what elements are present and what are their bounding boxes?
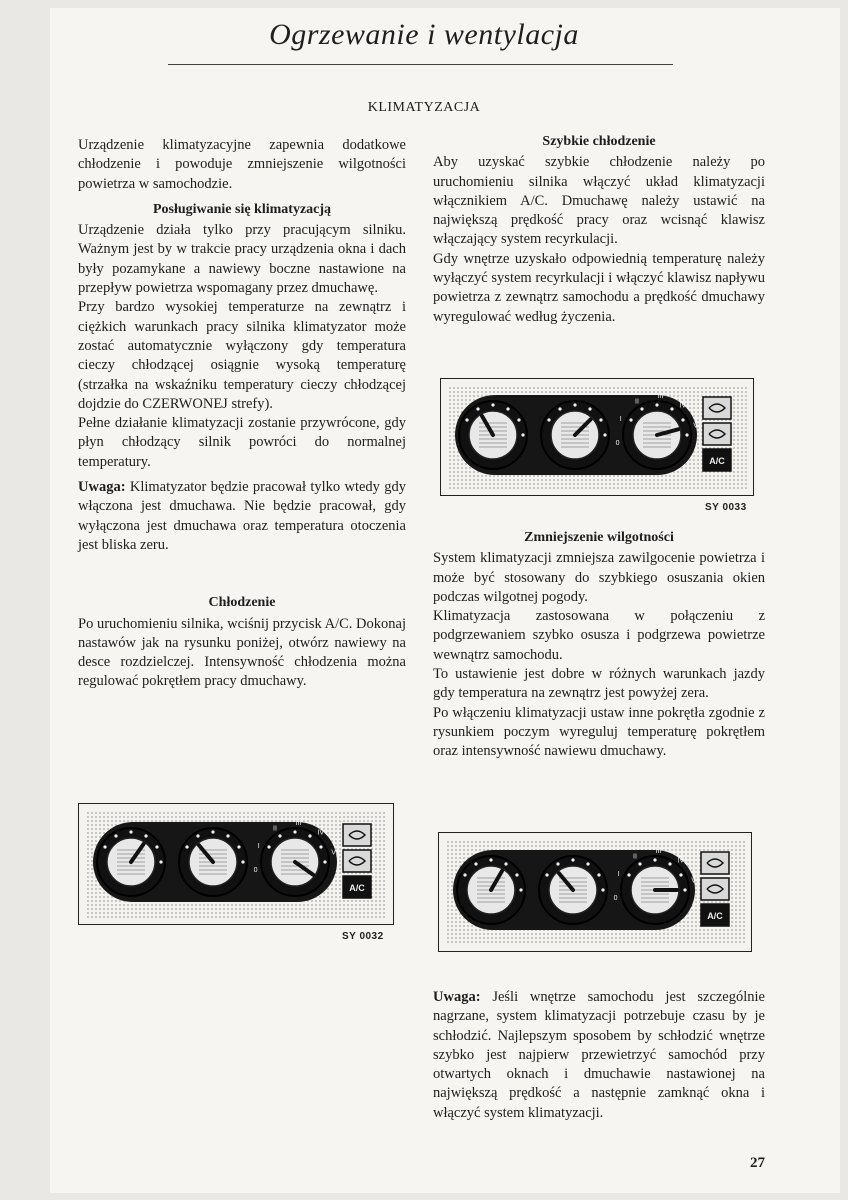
figure-sy0033 bbox=[440, 378, 754, 496]
bezel-mark bbox=[603, 433, 606, 436]
bezel-mark bbox=[558, 407, 561, 410]
ac-label: A/C bbox=[709, 456, 725, 466]
bezel-mark bbox=[519, 888, 522, 891]
dehumidify-heading: Zmniejszenie wilgotności bbox=[524, 530, 674, 545]
recirculation-button bbox=[343, 824, 371, 846]
fan-speed-mark: II bbox=[273, 825, 277, 833]
fast-cool-heading: Szybkie chłodzenie bbox=[542, 134, 656, 149]
bezel-mark bbox=[547, 418, 550, 421]
bezel-mark bbox=[573, 403, 576, 406]
bezel-mark bbox=[653, 858, 656, 861]
fan-speed-mark: I bbox=[617, 871, 620, 879]
bezel-mark bbox=[226, 834, 229, 837]
right-column-middle bbox=[433, 528, 765, 762]
fan-speed-mark: IV bbox=[317, 829, 325, 837]
bezel-mark bbox=[683, 888, 686, 891]
bezel-mark bbox=[571, 858, 574, 861]
bezel-mark bbox=[640, 407, 643, 410]
bezel-mark bbox=[504, 862, 507, 865]
right-note-text: Jeśli wnętrze samochodu jest szczególnie nagrzane, system klimatyzacji potrzebuje czasu by je schłodzić. Najlepszym sposobem by schłodzić wnętrze szybko jest najpierw przewietrzyć samochód przy otwartych oknach i dmuchawie nastawionej na największą prędkość a następnie zamknąć okna i włączyć system klimatyzacji. bbox=[433, 989, 765, 1121]
fan-speed-mark: V bbox=[691, 877, 696, 885]
header-rule bbox=[168, 64, 673, 65]
bezel-mark bbox=[638, 862, 641, 865]
hvac-panel-sy0033 bbox=[441, 379, 753, 495]
right-note-paragraph bbox=[433, 988, 765, 1123]
fan-speed-mark: II bbox=[633, 853, 637, 861]
bezel-mark bbox=[670, 407, 673, 410]
bezel-mark bbox=[668, 862, 671, 865]
bezel-mark bbox=[211, 830, 214, 833]
bezel-mark bbox=[556, 862, 559, 865]
use-paragraph-3: Pełne działanie klimatyzacji zostanie przywrócone, gdy płyn chłodzący silnik powróci do normalnej temperatury. bbox=[78, 415, 406, 470]
use-paragraph-2: Przy bardzo wysokiej temperaturze na zewnątrz i ciężkich warunkach pracy silnika klimatyzator może zostać automatycznie wyłączony gdy temperatura cieczy chłodzącej osiągnie wysoką temperaturę (strzałka na wskaźniku temperatury cieczy chłodzącej dojdzie do CZERWONEJ strefy). bbox=[78, 299, 406, 412]
note-paragraph bbox=[78, 478, 406, 555]
bezel-mark bbox=[627, 873, 630, 876]
ac-label: A/C bbox=[349, 883, 365, 893]
dehumidify-paragraph-2: Klimatyzacja zastosowana w połączeniu z podgrzewaniem szybko osusza i podgrzewa powietrze wewnątrz samochodu. bbox=[433, 608, 765, 663]
bezel-mark bbox=[267, 845, 270, 848]
fan-speed-mark: II bbox=[635, 398, 639, 406]
bezel-mark bbox=[597, 873, 600, 876]
page-title: Ogrzewanie i wentylacja bbox=[269, 18, 579, 51]
fan-speed-mark: III bbox=[655, 848, 662, 856]
hvac-panel-sy0032 bbox=[79, 804, 393, 924]
bezel-mark bbox=[506, 407, 509, 410]
fan-speed-mark: V bbox=[693, 422, 698, 430]
page-number: 27 bbox=[750, 1155, 765, 1171]
fan-speed-mark: IV bbox=[677, 857, 685, 865]
fan-speed-mark: V bbox=[331, 849, 336, 857]
figure-sy0032 bbox=[78, 803, 394, 925]
fast-cool-paragraph-2: Gdy wnętrze uzyskało odpowiednią temperaturę należy wyłączyć system recyrkulacji i włączyć klawisz napływu powietrza z zewnątrz samochodu a prędkość dmuchawy wyregulować według życzenia. bbox=[433, 250, 765, 325]
fresh-air-button bbox=[703, 423, 731, 445]
dehumidify-paragraph-1: System klimatyzacji zmniejsza zawilgocenie powietrza i może być stosowany do szybkiego osuszania okien podczas wilgotnej pogody. bbox=[433, 550, 765, 605]
use-heading: Posługiwanie się klimatyzacją bbox=[152, 201, 332, 217]
bezel-mark bbox=[278, 834, 281, 837]
note-text: Klimatyzator będzie pracował tylko wtedy gdy włączona jest dmuchawa. Nie będzie pracował, gdy wyłączona jest dmuchawa oraz temperatura otoczenia jest bliska zeru. bbox=[78, 479, 406, 553]
figure-dehumidify bbox=[438, 832, 752, 952]
bezel-mark bbox=[685, 433, 688, 436]
intro-paragraph: Urządzenie klimatyzacyjne zapewnia dodatkowe chłodzenie i powoduje zmniejszenie wilgotności powietrza w samochodzie. bbox=[78, 137, 406, 192]
bezel-mark bbox=[159, 860, 162, 863]
dehumidify-paragraph-3: To ustawienie jest dobre w różnych warunkach jazdy gdy temperatura na zewnątrz jest powyżej zera. bbox=[433, 666, 765, 702]
recirculation-button bbox=[703, 397, 731, 419]
left-column bbox=[78, 136, 406, 692]
bezel-mark bbox=[491, 403, 494, 406]
bezel-mark bbox=[144, 834, 147, 837]
fresh-air-button bbox=[343, 850, 371, 872]
fast-cool-paragraph-1: Aby uzyskać szybkie chłodzenie należy po uruchomieniu silnika włączyć układ klimatyzacji włącznikiem A/C. Dmuchawę należy ustawić na największą prędkość pracy oraz wcisnąć klawisz włączający system recyrkulacji. bbox=[433, 154, 765, 248]
bezel-mark bbox=[196, 834, 199, 837]
bezel-mark bbox=[521, 433, 524, 436]
bezel-mark bbox=[319, 845, 322, 848]
bezel-mark bbox=[323, 860, 326, 863]
bezel-mark bbox=[476, 407, 479, 410]
bezel-mark bbox=[517, 418, 520, 421]
note-label: Uwaga: bbox=[78, 479, 126, 496]
cool-heading: Chłodzenie bbox=[208, 595, 276, 611]
fan-speed-mark: I bbox=[257, 843, 260, 851]
right-column-bottom bbox=[433, 988, 765, 1123]
use-paragraph-1: Urządzenie działa tylko przy pracującym silniku. Ważnym jest by w trakcie pracy urządzenia okna i dach były pozamykane a nawiewy boczne nastawione na przepływ powietrza wspomagany przez dmuchawę. bbox=[78, 222, 406, 297]
bezel-mark bbox=[237, 845, 240, 848]
bezel-mark bbox=[114, 834, 117, 837]
fresh-air-button bbox=[701, 878, 729, 900]
section-title: KLIMATYZACJA bbox=[367, 100, 481, 115]
bezel-mark bbox=[489, 858, 492, 861]
bezel-mark bbox=[129, 830, 132, 833]
bezel-mark bbox=[629, 418, 632, 421]
fan-speed-mark: 0 bbox=[613, 894, 618, 902]
figure-ref-sy0033: SY 0033 bbox=[705, 502, 747, 513]
bezel-mark bbox=[679, 873, 682, 876]
dehumidify-paragraph-4: Po włączeniu klimatyzacji ustaw inne pokrętła zgodnie z rysunkiem poczym wyreguluj temperaturę pokrętłem oraz intensywność nawiewu dmuchawy. bbox=[433, 704, 765, 760]
bezel-mark bbox=[308, 834, 311, 837]
bezel-mark bbox=[601, 888, 604, 891]
bezel-mark bbox=[655, 403, 658, 406]
figure-ref-sy0032: SY 0032 bbox=[342, 931, 384, 942]
fan-speed-mark: I bbox=[619, 416, 622, 424]
bezel-mark bbox=[474, 862, 477, 865]
bezel-mark bbox=[185, 845, 188, 848]
ac-label: A/C bbox=[707, 911, 723, 921]
bezel-mark bbox=[545, 873, 548, 876]
bezel-mark bbox=[515, 873, 518, 876]
fan-speed-mark: III bbox=[295, 820, 302, 828]
bezel-mark bbox=[599, 418, 602, 421]
bezel-mark bbox=[103, 845, 106, 848]
bezel-mark bbox=[588, 407, 591, 410]
bezel-mark bbox=[465, 418, 468, 421]
right-column bbox=[433, 132, 765, 327]
fan-speed-mark: IV bbox=[679, 402, 687, 410]
bezel-mark bbox=[241, 860, 244, 863]
hvac-panel-dehumidify bbox=[439, 833, 751, 951]
right-note-label: Uwaga: bbox=[433, 989, 481, 1005]
bezel-mark bbox=[463, 873, 466, 876]
bezel-mark bbox=[155, 845, 158, 848]
cool-paragraph: Po uruchomieniu silnika, wciśnij przycisk A/C. Dokonaj nastawów jak na rysunku poniżej, otwórz nawiewy na desce rozdzielczej. Intensywność chłodzenia można regulować pokrętłem pracy dmuchawy. bbox=[78, 615, 406, 690]
bezel-mark bbox=[586, 862, 589, 865]
recirculation-button bbox=[701, 852, 729, 874]
fan-speed-mark: 0 bbox=[615, 439, 620, 447]
bezel-mark bbox=[293, 830, 296, 833]
bezel-mark bbox=[681, 418, 684, 421]
fan-speed-mark: III bbox=[657, 393, 664, 401]
fan-speed-mark: 0 bbox=[253, 866, 258, 874]
